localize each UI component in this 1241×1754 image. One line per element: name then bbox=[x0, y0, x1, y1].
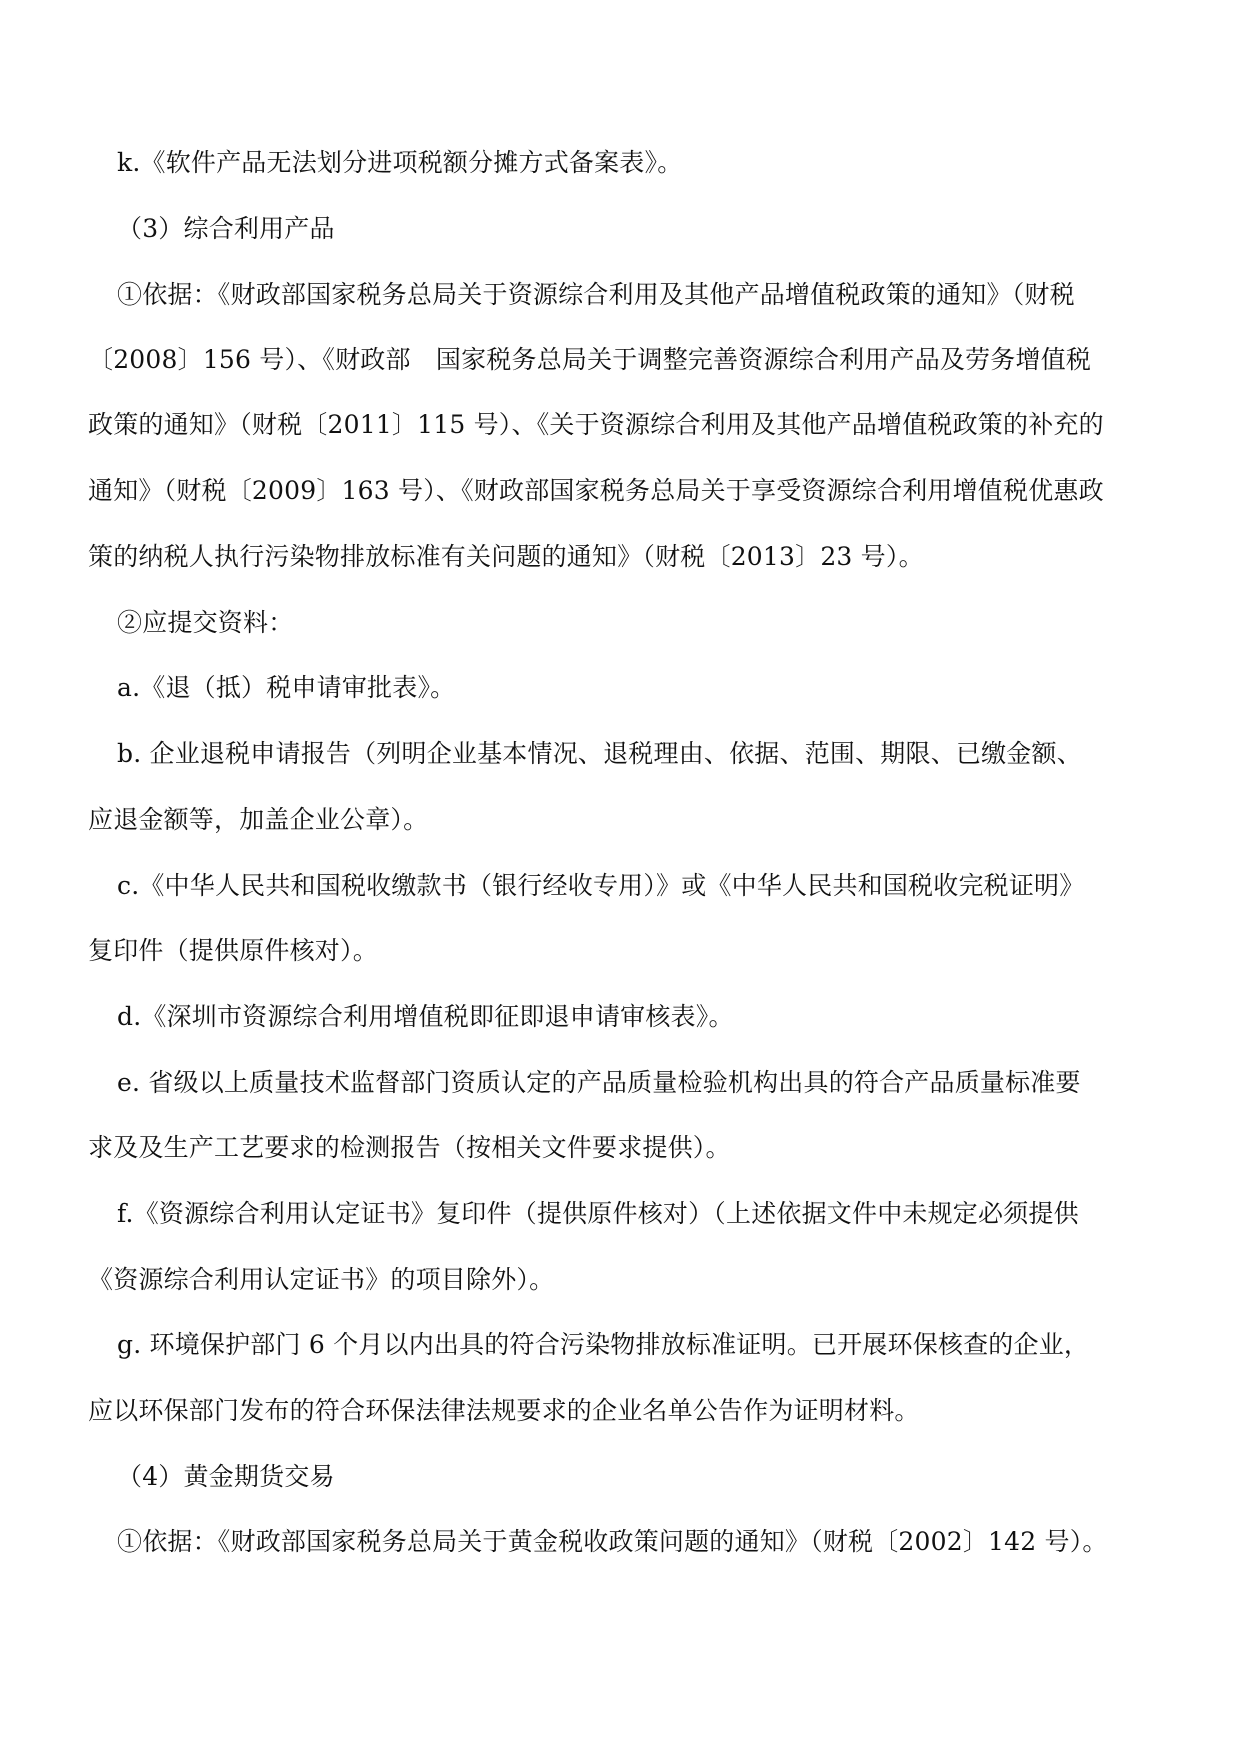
item-d: d.《深圳市资源综合利用增值税即征即退申请审核表》。 bbox=[117, 1002, 734, 1031]
line-k-item: k.《软件产品无法划分进项税额分摊方式备案表》。 bbox=[117, 148, 683, 177]
item-e-line-1: e. 省级以上质量技术监督部门资质认定的产品质量检验机构出具的符合产品质量标准要 bbox=[117, 1068, 1081, 1097]
item-f-line-2: 《资源综合利用认定证书》的项目除外）。 bbox=[88, 1265, 555, 1294]
basis-paragraph-line-1: ①依据：《财政部国家税务总局关于资源综合利用及其他产品增值税政策的通知》（财税 bbox=[117, 280, 1075, 309]
basis-paragraph-line-4: 通知》（财税〔2009〕163 号）、《财政部国家税务总局关于享受资源综合利用增值税优惠政 bbox=[88, 476, 1104, 505]
item-a: a.《退（抵）税申请审批表》。 bbox=[117, 673, 456, 702]
item-c-line-1: c.《中华人民共和国税收缴款书（银行经收专用）》或《中华人民共和国税收完税证明》 bbox=[117, 871, 1085, 900]
basis-paragraph-line-2: 〔2008〕156 号）、《财政部 国家税务总局关于调整完善资源综合利用产品及劳务增值税 bbox=[88, 345, 1092, 374]
gold-basis-line: ①依据：《财政部国家税务总局关于黄金税收政策问题的通知》（财税〔2002〕142 号）。 bbox=[117, 1527, 1108, 1556]
item-b-line-2: 应退金额等，加盖企业公章）。 bbox=[88, 805, 429, 834]
item-b-line-1: b. 企业退税申请报告（列明企业基本情况、退税理由、依据、范围、期限、已缴金额、 bbox=[117, 739, 1082, 768]
item-f-line-1: f.《资源综合利用认定证书》复印件（提供原件核对）（上述依据文件中未规定必须提供 bbox=[117, 1199, 1079, 1228]
section-heading-3: （3）综合利用产品 bbox=[117, 214, 335, 243]
item-g-line-2: 应以环保部门发布的符合环保法律法规要求的企业名单公告作为证明材料。 bbox=[88, 1396, 920, 1425]
item-c-line-2: 复印件（提供原件核对）。 bbox=[88, 936, 378, 965]
materials-heading: ②应提交资料： bbox=[117, 608, 294, 637]
basis-paragraph-line-3: 政策的通知》（财税〔2011〕115 号）、《关于资源综合利用及其他产品增值税政策的补充的 bbox=[88, 410, 1104, 439]
item-g-line-1: g. 环境保护部门 6 个月以内出具的符合污染物排放标准证明。已开展环保核查的企业， bbox=[117, 1330, 1090, 1359]
basis-paragraph-line-5: 策的纳税人执行污染物排放标准有关问题的通知》（财税〔2013〕23 号）。 bbox=[88, 542, 924, 571]
item-e-line-2: 求及及生产工艺要求的检测报告（按相关文件要求提供）。 bbox=[88, 1133, 731, 1162]
section-heading-4: （4）黄金期货交易 bbox=[117, 1462, 335, 1491]
